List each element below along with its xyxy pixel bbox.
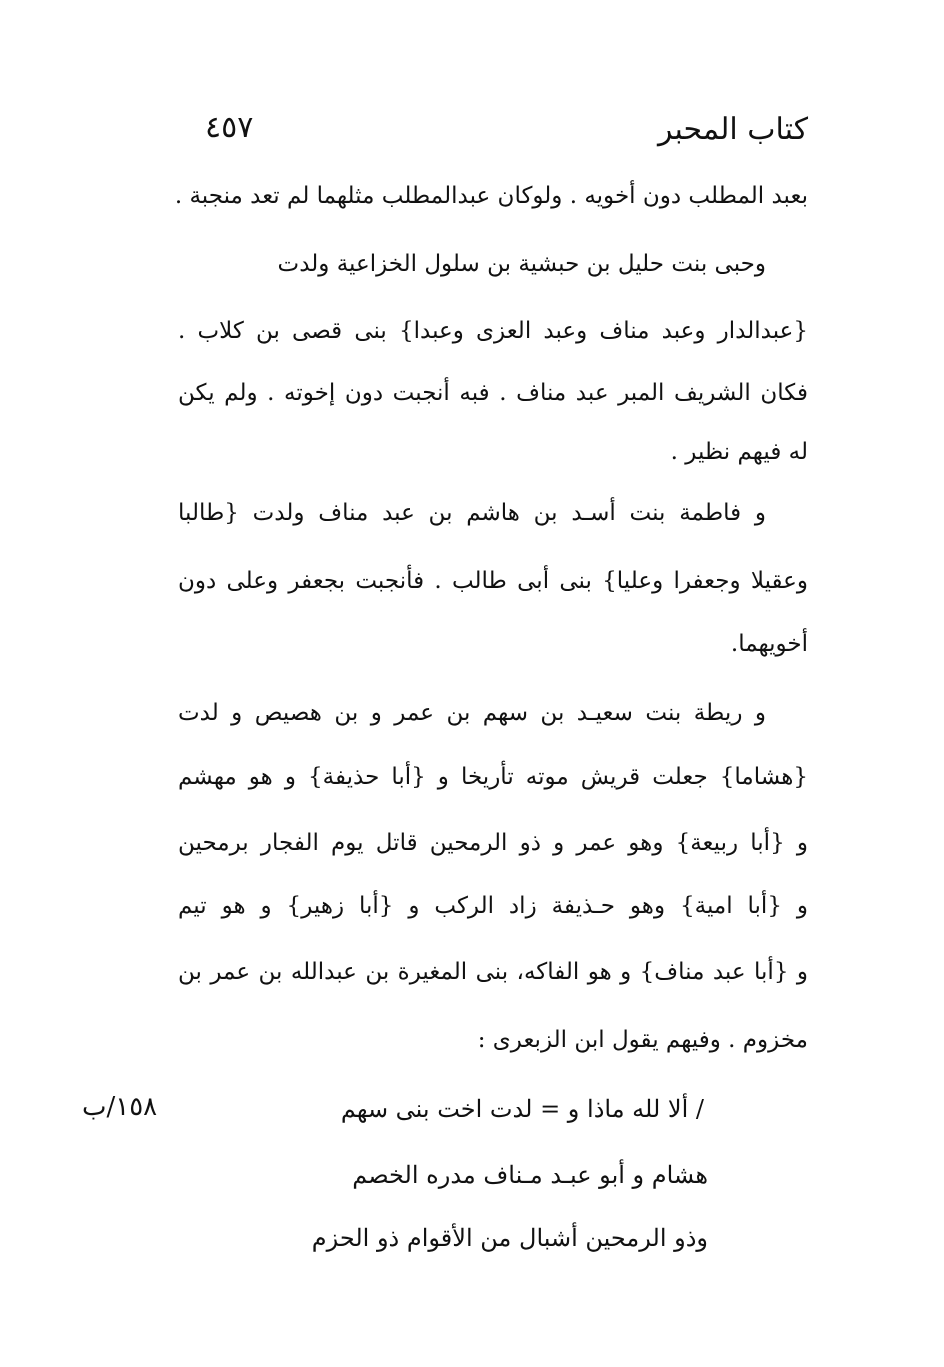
poem-line: وذو الرمحين أشبال من الأقوام ذو الحزم [311, 1224, 708, 1252]
text-line: فكان الشريف المبر عبد مناف . فبه أنجبت دون إخوته . ولم يكن [178, 380, 808, 406]
book-title: كتاب المحبر [657, 112, 808, 147]
page-number: ٤٥٧ [205, 110, 254, 145]
text-line: و فاطمة بنت أسـد بن هاشم بن عبد مناف ولدت {طالبا [178, 500, 766, 526]
text-line: وحبى بنت حليل بن حبشية بن سلول الخزاعية ولدت [277, 251, 766, 277]
text-line: {هشاما} جعلت قريش موته تأريخا و {أبا حذيفة} و هو مهشم [178, 764, 808, 790]
text-line: و {أبا امية} وهو حـذيفة زاد الركب و {أبا زهير} و هو تيم [178, 893, 808, 919]
text-line: له فيهم نظير . [670, 439, 808, 465]
poem-line: هشام و أبو عبـد مـناف مدره الخصم [352, 1161, 708, 1189]
text-line: {عبدالدار وعبد مناف وعبد العزى وعبدا} بنى قصى بن كلاب . [178, 318, 808, 344]
folio-margin-note: ١٥٨/ب [82, 1092, 158, 1122]
text-line: و ريطة بنت سعيـد بن سهم بن عمر و بن هصيص و لدت [178, 700, 766, 726]
text-line: و {أبا عبد مناف} و هو الفاكه، بنى المغيرة بن عبدالله بن عمر بن [178, 959, 808, 985]
text-line: و {أبا ربيعة} وهو عمر و ذو الرمحين قاتل يوم الفجار برمحين [178, 830, 808, 856]
text-line: أخويهما. [730, 631, 808, 657]
poem-line: / ألا لله ماذا و = لدت اخت بنى سهم [340, 1095, 704, 1123]
text-line: مخزوم . وفيهم يقول ابن الزبعرى : [477, 1027, 808, 1053]
text-line: بعبد المطلب دون أخويه . ولوكان عبدالمطلب مثلهما لم تعد منجبة . [174, 183, 808, 209]
text-line: وعقيلا وجعفرا وعليا} بنى أبى طالب . فأنجبت بجعفر وعلى دون [178, 568, 808, 594]
